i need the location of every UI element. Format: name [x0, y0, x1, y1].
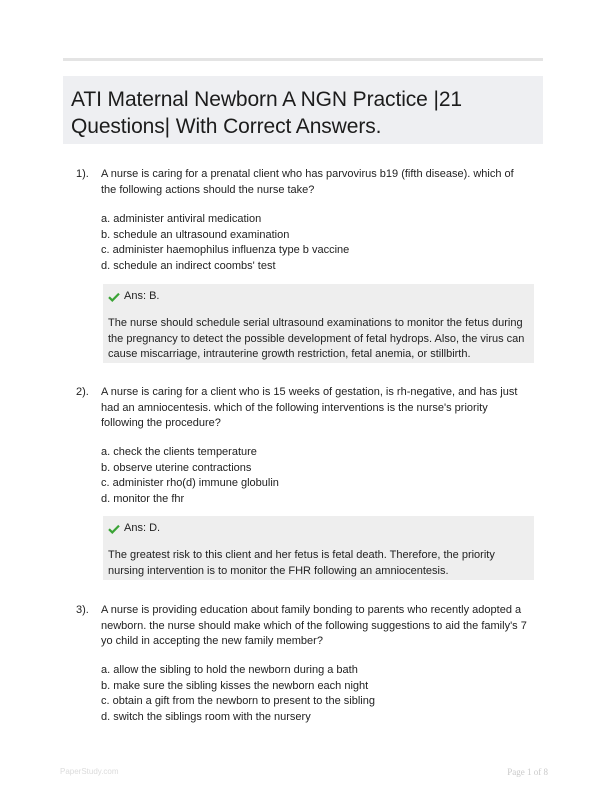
answer-explanation: The nurse should schedule serial ultrasound examinations to monitor the fetus during the pregnancy to detect the possible development of fetal hydrops. Also, the virus can cause miscarriage, intrauterine growth restriction, fetal anemia, or stillbirth.: [108, 317, 525, 360]
answer-label: Ans: D.: [124, 521, 161, 534]
option-d: d. monitor the fhr: [101, 492, 185, 505]
option-c: c. obtain a gift from the newborn to present to the sibling: [101, 695, 375, 707]
option-b: b. schedule an ultrasound examination: [101, 228, 290, 241]
checkmark-icon: [108, 292, 120, 302]
document-title: ATI Maternal Newborn A NGN Practice |21 Questions| With Correct Answers.: [71, 88, 462, 138]
option-d: d. schedule an indirect coombs' test: [101, 259, 276, 272]
top-divider: [63, 58, 543, 61]
question-number: 1).: [76, 168, 89, 180]
page-number: Page 1 of 8: [507, 767, 548, 777]
answer-label: Ans: B.: [124, 289, 160, 302]
question-text: A nurse is caring for a client who is 15 weeks of gestation, is rh-negative, and has just had an amniocentesis. which of the following interventions is the nurse's priority following the procedure?: [101, 386, 518, 429]
option-list: [101, 212, 531, 274]
checkmark-icon: [108, 524, 120, 534]
option-c: c. administer rho(d) immune globulin: [101, 477, 279, 489]
answer-box: [103, 516, 534, 580]
option-a: a. administer antiviral medication: [101, 213, 262, 225]
option-b: b. make sure the sibling kisses the newborn each night: [101, 679, 369, 692]
option-a: a. check the clients temperature: [101, 446, 257, 458]
question-text: A nurse is caring for a prenatal client who has parvovirus b19 (fifth disease). which of the following actions should the nurse take?: [101, 168, 514, 196]
question-number: 3).: [76, 604, 89, 616]
footer-site-watermark: PaperStudy.com: [60, 767, 119, 776]
option-list: [101, 663, 531, 725]
title-banner: [63, 76, 543, 144]
option-list: [101, 445, 531, 507]
option-d: d. switch the siblings room with the nursery: [101, 710, 311, 723]
option-a: a. allow the sibling to hold the newborn during a bath: [101, 664, 358, 676]
question-number: 2).: [76, 386, 89, 398]
option-c: c. administer haemophilus influenza type b vaccine: [101, 244, 350, 256]
question-text: A nurse is providing education about family bonding to parents who recently adopted a newborn. the nurse should make which of the following suggestions to aid the family's 7 yo child in accepting the new family member?: [101, 604, 527, 647]
option-b: b. observe uterine contractions: [101, 461, 252, 474]
answer-box: [103, 284, 534, 363]
answer-explanation: The greatest risk to this client and her fetus is fetal death. Therefore, the priority nursing intervention is to monitor the FHR following an amniocentesis.: [108, 549, 495, 577]
